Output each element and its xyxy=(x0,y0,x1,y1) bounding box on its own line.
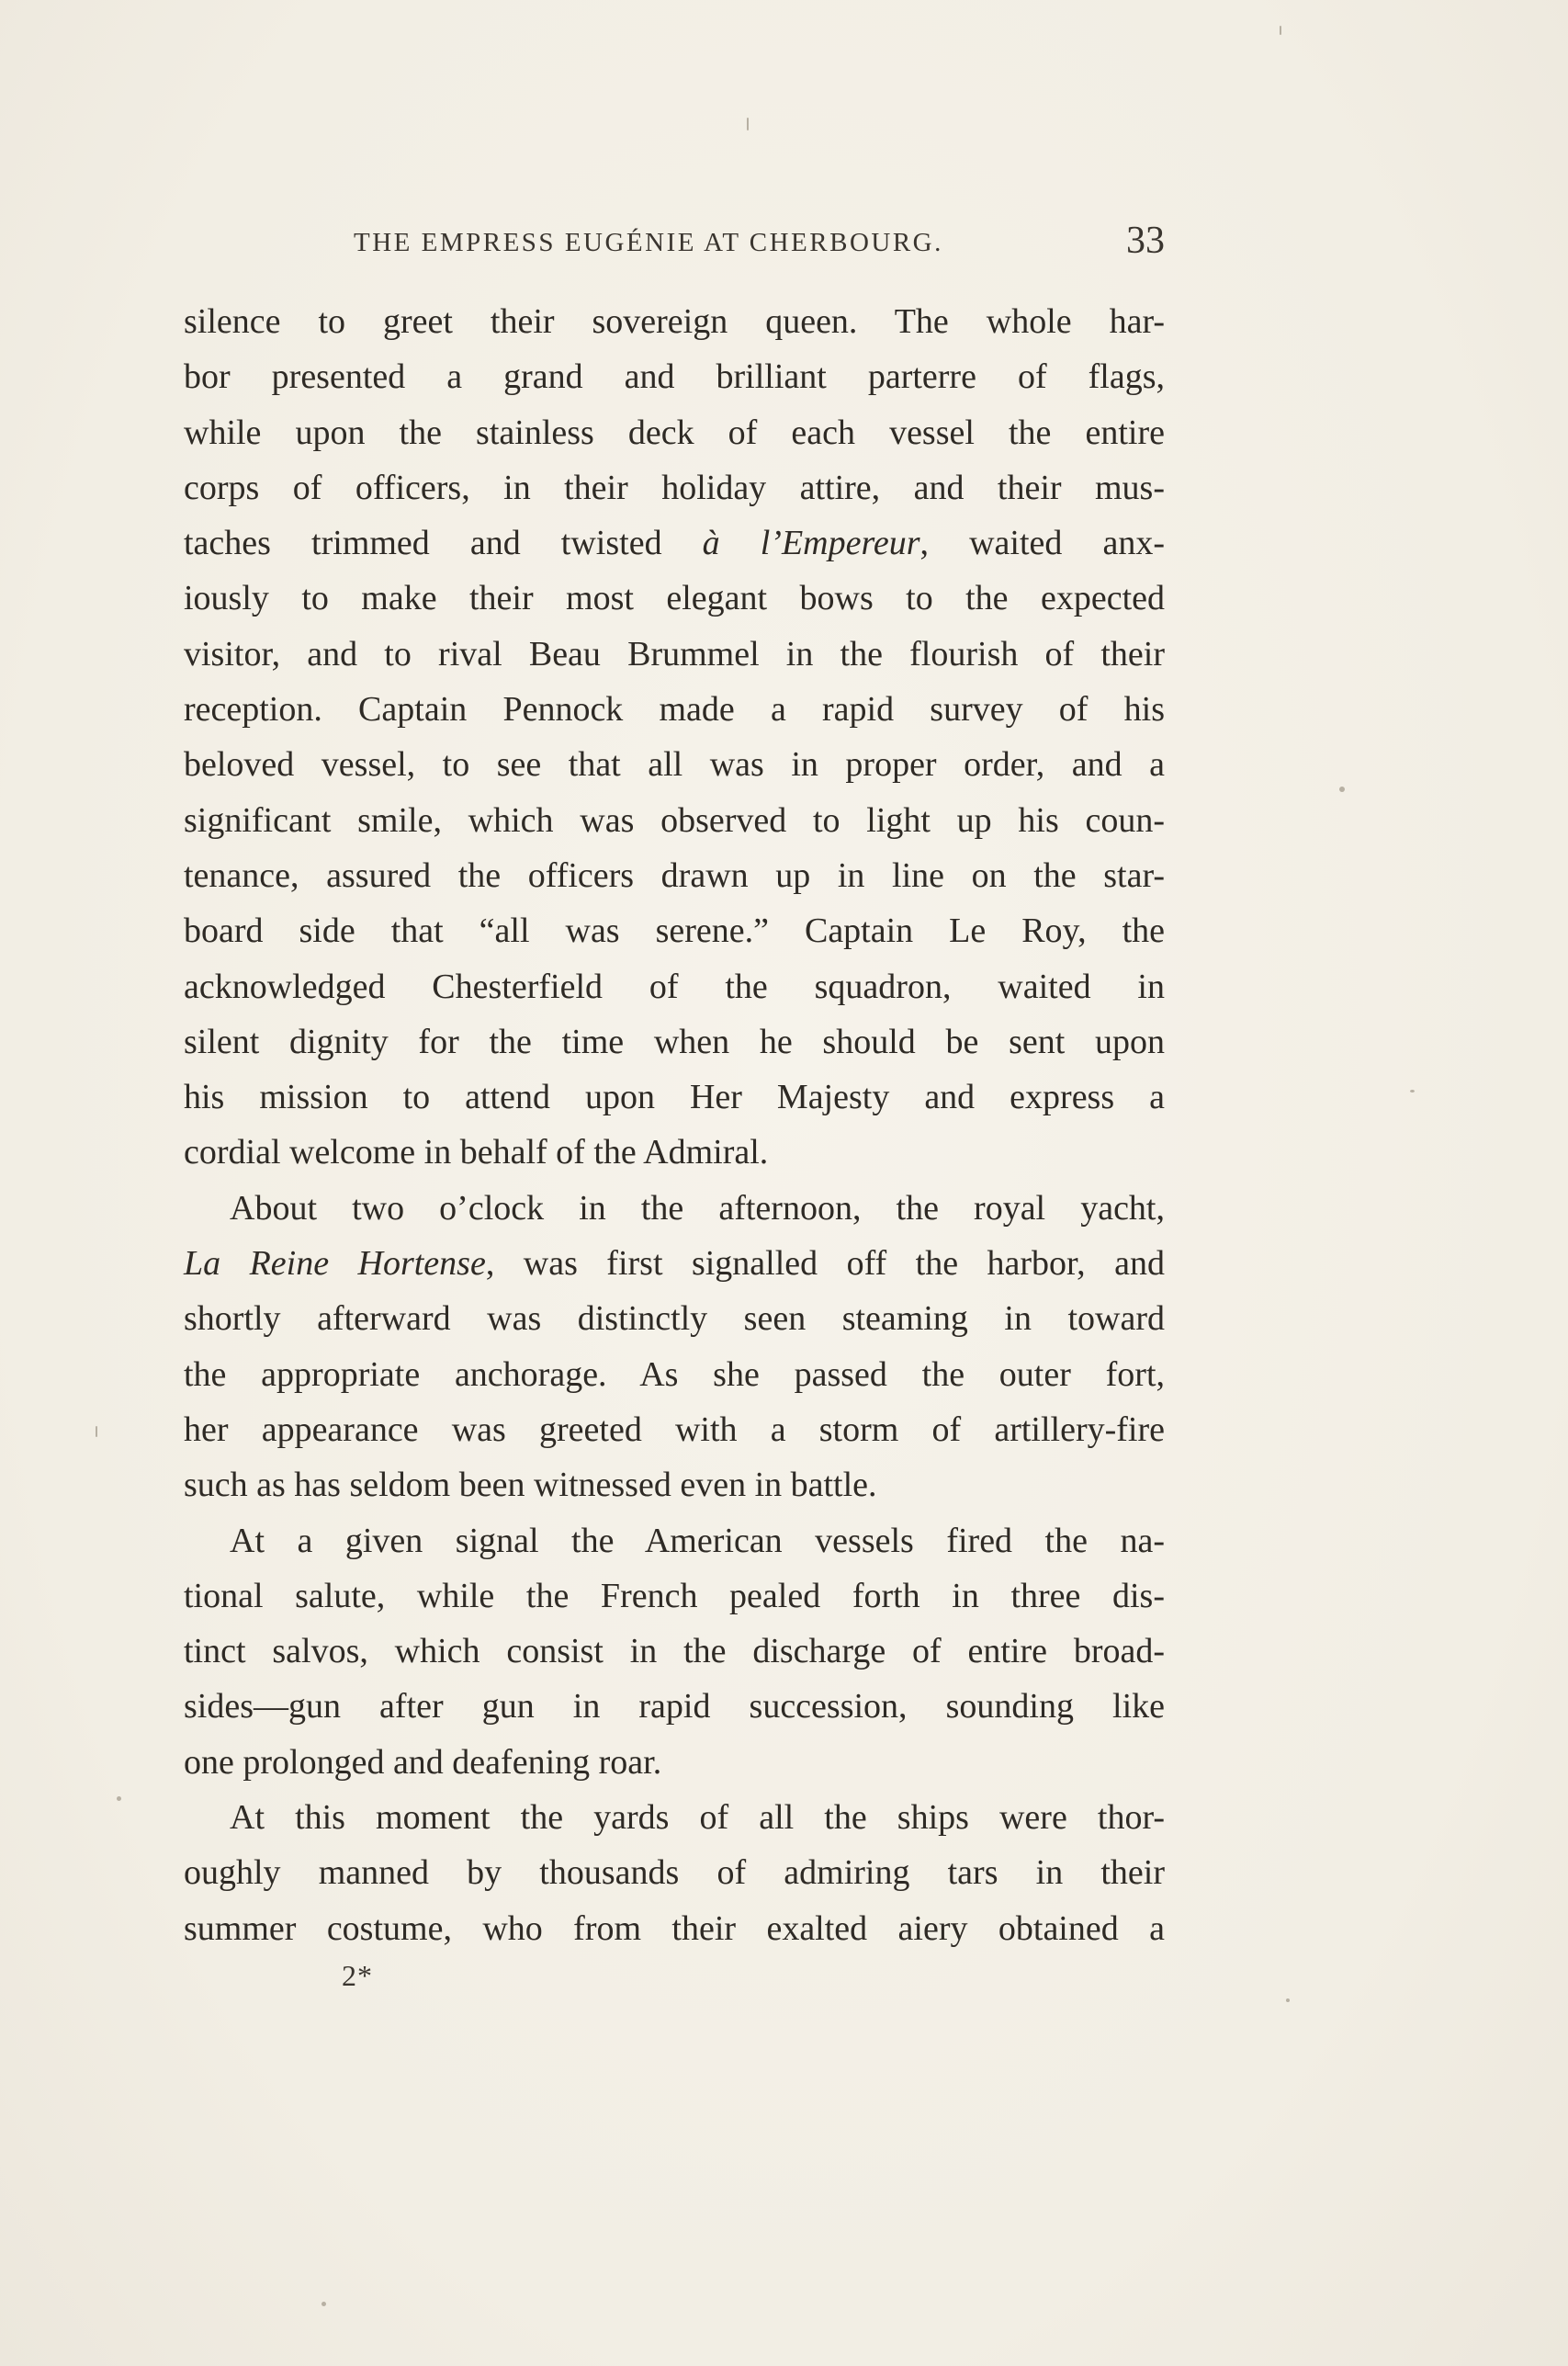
italic-phrase: à l’Empereur xyxy=(702,524,920,563)
paper-speck xyxy=(321,2302,326,2306)
text-line: tinct salvos, which consist in the discharge of entire broad- xyxy=(184,1632,1165,1671)
text-line xyxy=(184,1236,1165,1291)
text-line: oughly manned by thousands of admiring tars in their xyxy=(184,1853,1165,1893)
text-line: About two o’clock in the afternoon, the royal yacht, xyxy=(230,1188,1165,1228)
text-segment: , waited anx- xyxy=(919,524,1166,563)
italic-phrase: La Reine Hortense xyxy=(184,1244,486,1284)
text-line: tional salute, while the French pealed forth in three dis- xyxy=(184,1576,1165,1615)
text-line: At a given signal the American vessels fired the na- xyxy=(230,1521,1165,1560)
paper-speck xyxy=(1339,787,1345,792)
text-line: tenance, assured the officers drawn up in line on the star- xyxy=(184,855,1165,895)
text-line: cordial welcome in behalf of the Admiral. xyxy=(184,1133,769,1172)
text-line: sides—gun after gun in rapid succession, sounding like xyxy=(184,1687,1165,1726)
text-line: his mission to attend upon Her Majesty and express a xyxy=(184,1078,1165,1117)
running-title: THE EMPRESS EUGÉNIE AT CHERBOURG. xyxy=(354,228,943,257)
text-line: while upon the stainless deck of each vessel the entire xyxy=(184,413,1165,452)
text-line: visitor, and to rival Beau Brummel in the flourish of their xyxy=(184,634,1165,674)
text-line: corps of officers, in their holiday attire, and their mus- xyxy=(184,468,1165,507)
text-segment: taches trimmed and twisted xyxy=(184,524,703,563)
text-line xyxy=(184,515,1165,571)
text-line: board side that “all was serene.” Captain Le Roy, the xyxy=(184,911,1165,951)
paper-speck xyxy=(1280,26,1281,35)
text-line: the appropriate anchorage. As she passed the outer fort, xyxy=(184,1354,1165,1394)
paper-speck xyxy=(96,1426,97,1437)
paper-speck xyxy=(747,118,749,130)
paper-speck xyxy=(1410,1090,1415,1092)
text-line: iously to make their most elegant bows to the expected xyxy=(184,579,1165,618)
text-line: At this moment the yards of all the ships were thor- xyxy=(230,1798,1165,1838)
text-line: reception. Captain Pennock made a rapid survey of his xyxy=(184,690,1165,730)
text-line: her appearance was greeted with a storm of artillery-fire xyxy=(184,1409,1165,1449)
running-head xyxy=(184,219,1165,274)
page-number: 33 xyxy=(1126,220,1165,262)
text-line: such as has seldom been witnessed even in battle. xyxy=(184,1466,877,1505)
paper-speck xyxy=(117,1796,121,1801)
text-line: one prolonged and deafening roar. xyxy=(184,1742,662,1782)
paper-speck xyxy=(1286,1998,1290,2002)
text-line: summer costume, who from their exalted aiery obtained a xyxy=(184,1908,1165,1948)
text-line: shortly afterward was distinctly seen steaming in toward xyxy=(184,1299,1165,1339)
text-line: silent dignity for the time when he should be sent upon xyxy=(184,1022,1165,1061)
signature-mark: 2* xyxy=(342,1959,373,1992)
text-line: significant smile, which was observed to light up his coun- xyxy=(184,800,1165,840)
body-text xyxy=(184,294,1165,1956)
text-line: silence to greet their sovereign queen. The whole har- xyxy=(184,302,1165,341)
text-segment: , was first signalled off the harbor, and xyxy=(485,1244,1165,1284)
text-line: acknowledged Chesterfield of the squadron, waited in xyxy=(184,967,1165,1006)
text-line: bor presented a grand and brilliant parterre of flags, xyxy=(184,357,1165,397)
text-line: beloved vessel, to see that all was in proper order, and a xyxy=(184,745,1165,785)
